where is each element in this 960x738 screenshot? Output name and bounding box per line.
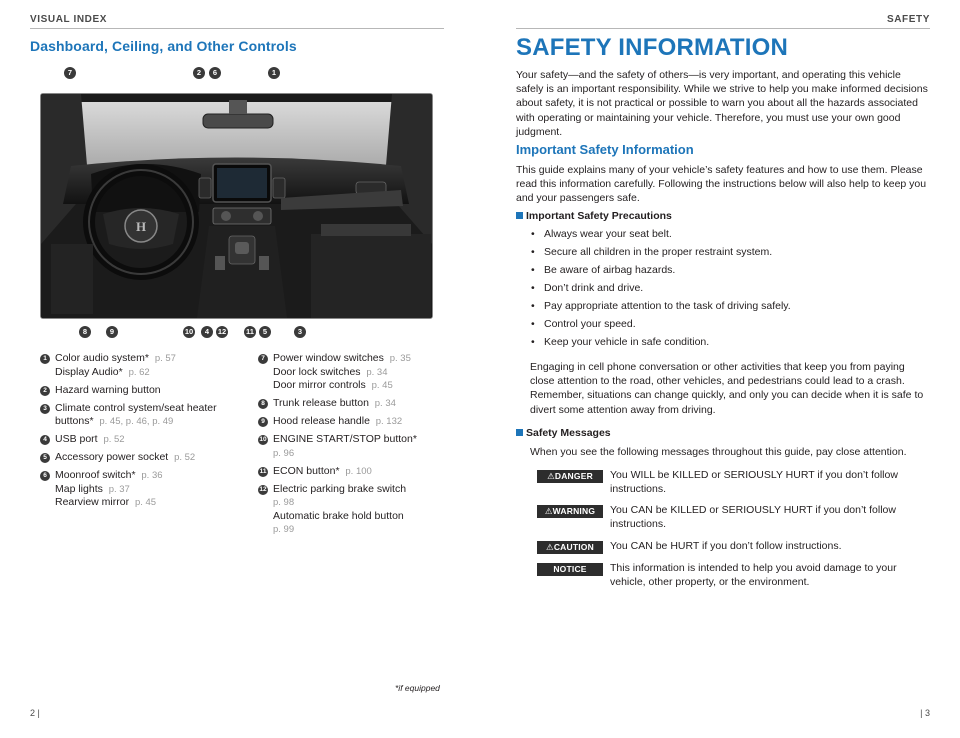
legend-item xyxy=(258,397,443,411)
legend-label: Door lock switches xyxy=(273,365,361,378)
section-title: Dashboard, Ceiling, and Other Controls xyxy=(30,38,297,54)
notice-badge: NOTICE xyxy=(537,563,603,576)
messages-heading xyxy=(516,427,611,439)
legend-item xyxy=(40,451,245,465)
callout-top: 2 xyxy=(193,67,205,79)
list-item: • Be aware of airbag hazards. xyxy=(528,263,928,281)
legend-number: 10 xyxy=(259,436,267,443)
danger-badge: ⚠DANGER xyxy=(537,470,603,483)
header-right: SAFETY xyxy=(886,14,930,25)
legend-number: 5 xyxy=(40,453,50,463)
page-title: SAFETY INFORMATION xyxy=(516,34,789,61)
legend-item xyxy=(40,433,245,447)
legend-label: Accessory power socket xyxy=(55,451,169,463)
callout-bottom: 8 xyxy=(79,326,91,338)
page-ref: p. 34 xyxy=(366,366,388,378)
legend-label: Automatic brake hold button xyxy=(273,509,404,522)
legend-label: Map lights xyxy=(55,482,103,495)
legend-label: Hazard warning button xyxy=(55,383,161,396)
legend-number: 8 xyxy=(258,399,268,409)
legend-number: 4 xyxy=(40,435,50,445)
page-ref: p. 45, p. 46, p. 49 xyxy=(99,416,174,427)
legend-item xyxy=(258,483,443,537)
legend-column-2 xyxy=(258,352,443,541)
callout-bottom: 9 xyxy=(106,326,118,338)
list-item: • Always wear your seat belt. xyxy=(528,227,928,245)
legend-column-1 xyxy=(40,352,245,514)
legend-item xyxy=(40,469,245,510)
legend-item xyxy=(258,465,443,479)
svg-text:H: H xyxy=(135,219,147,234)
legend-item xyxy=(40,352,245,379)
engaging-paragraph: Engaging in cell phone conversation or other activities that keep you from paying close attention to the road, other vehicles, and pedestrians could lead to a crash. Remember, situations can change quickly, and only you can decide when it is safe to divert some attention away from driving. xyxy=(530,361,924,416)
page-ref: p. 45 xyxy=(134,497,157,508)
page-ref: p. 99 xyxy=(273,524,295,535)
header-rule-left xyxy=(30,28,444,29)
legend-label: Power window switches xyxy=(273,352,384,364)
subheading: Important Safety Information xyxy=(516,142,694,157)
page-ref: p. 37 xyxy=(108,483,130,495)
callout-bottom: 3 xyxy=(294,326,306,338)
legend-label: Door mirror controls xyxy=(273,379,366,391)
legend-number: 2 xyxy=(40,386,50,396)
page-ref: p. 52 xyxy=(103,434,125,445)
precautions-heading-text: Important Safety Precautions xyxy=(526,210,672,222)
precautions-heading xyxy=(516,210,672,222)
legend-item xyxy=(258,415,443,429)
page-ref: p. 52 xyxy=(174,452,196,463)
list-item: • Pay appropriate attention to the task of driving safely. xyxy=(528,299,928,317)
page-ref: p. 96 xyxy=(273,447,295,459)
page-ref: p. 34 xyxy=(374,398,396,409)
page-ref: p. 36 xyxy=(141,470,163,481)
legend-number: 6 xyxy=(40,471,50,481)
warning-badge: ⚠WARNING xyxy=(537,505,603,518)
legend-item xyxy=(40,402,245,429)
legend-number: 7 xyxy=(258,354,268,364)
legend-item xyxy=(40,384,245,398)
legend-label: Display Audio* xyxy=(55,365,123,378)
dashboard-photo xyxy=(40,93,433,319)
legend-label: ECON button* xyxy=(273,464,340,477)
square-bullet-icon xyxy=(516,429,523,436)
danger-text: You WILL be KILLED or SERIOUSLY HURT if you don’t follow instructions. xyxy=(610,469,898,495)
list-item: • Don’t drink and drive. xyxy=(528,281,928,299)
callout-bottom: 11 xyxy=(244,326,256,338)
page-ref: p. 62 xyxy=(128,366,150,378)
legend-number: 11 xyxy=(259,467,267,475)
caution-badge: ⚠CAUTION xyxy=(537,541,603,554)
precautions-list xyxy=(528,227,928,353)
page-number-left: 2 | xyxy=(30,708,40,718)
messages-heading-text: Safety Messages xyxy=(526,427,611,439)
dashboard-illustration xyxy=(41,94,432,318)
square-bullet-icon xyxy=(516,212,523,219)
legend-label: Hood release handle xyxy=(273,415,370,427)
footnote: *if equipped xyxy=(395,683,440,693)
list-item: • Keep your vehicle in safe condition. xyxy=(528,335,928,353)
legend-label: ENGINE START/STOP button* xyxy=(273,433,417,445)
page-ref: p. 35 xyxy=(389,353,411,364)
legend-label: USB port xyxy=(55,433,98,445)
page-ref: p. 57 xyxy=(154,353,176,364)
header-left: VISUAL INDEX xyxy=(30,14,108,25)
header-rule-right xyxy=(516,28,930,29)
legend-number: 12 xyxy=(259,485,267,493)
legend-label: Color audio system* xyxy=(55,352,149,364)
caution-text: You CAN be HURT if you don’t follow instructions. xyxy=(610,540,842,552)
legend-label: Trunk release button xyxy=(273,397,369,409)
callout-top: 7 xyxy=(64,67,76,79)
legend-number: 3 xyxy=(40,404,50,414)
legend-item xyxy=(258,352,443,393)
page-number-right: | 3 xyxy=(920,708,930,718)
guide-paragraph: This guide explains many of your vehicle’s safety features and how to use them. Please read this information carefully. Following the instructions below will also help to keep you and your passengers safe. xyxy=(516,164,927,205)
list-item: • Control your speed. xyxy=(528,317,928,335)
intro-paragraph: Your safety—and the safety of others—is very important, and operating this vehicle safely is an important responsibility. While we strive to help you make informed decisions about safety, it is not practical or possible to warn you about all the hazards associated with operating or maintaining your vehicle. Therefore, you must use your own good judgment. xyxy=(516,69,928,138)
legend-item xyxy=(258,433,443,460)
callout-bottom: 12 xyxy=(217,327,227,336)
legend-label: Moonroof switch* xyxy=(55,469,136,481)
messages-intro: When you see the following messages throughout this guide, pay close attention. xyxy=(530,446,907,458)
notice-text: This information is intended to help you avoid damage to your vehicle, other property, or the environment. xyxy=(610,562,897,588)
legend-label: Electric parking brake switch xyxy=(273,482,407,495)
warning-text: You CAN be KILLED or SERIOUSLY HURT if you don’t follow instructions. xyxy=(610,504,896,530)
callout-bottom: 5 xyxy=(259,326,271,338)
callout-bottom: 10 xyxy=(184,327,194,336)
callout-top: 6 xyxy=(209,67,221,79)
legend-label: buttons* xyxy=(55,415,94,427)
legend-label: Rearview mirror xyxy=(55,496,130,508)
list-item: • Secure all children in the proper restraint system. xyxy=(528,245,928,263)
page-ref: p. 45 xyxy=(371,380,393,391)
legend-number: 1 xyxy=(40,354,50,364)
page-ref: p. 100 xyxy=(345,465,372,477)
legend-label: Climate control system/seat heater xyxy=(55,401,217,414)
page-ref: p. 98 xyxy=(273,497,295,508)
page-ref: p. 132 xyxy=(375,416,403,427)
callout-bottom: 4 xyxy=(201,326,213,338)
legend-number: 9 xyxy=(258,417,268,427)
callout-top: 1 xyxy=(268,67,280,79)
